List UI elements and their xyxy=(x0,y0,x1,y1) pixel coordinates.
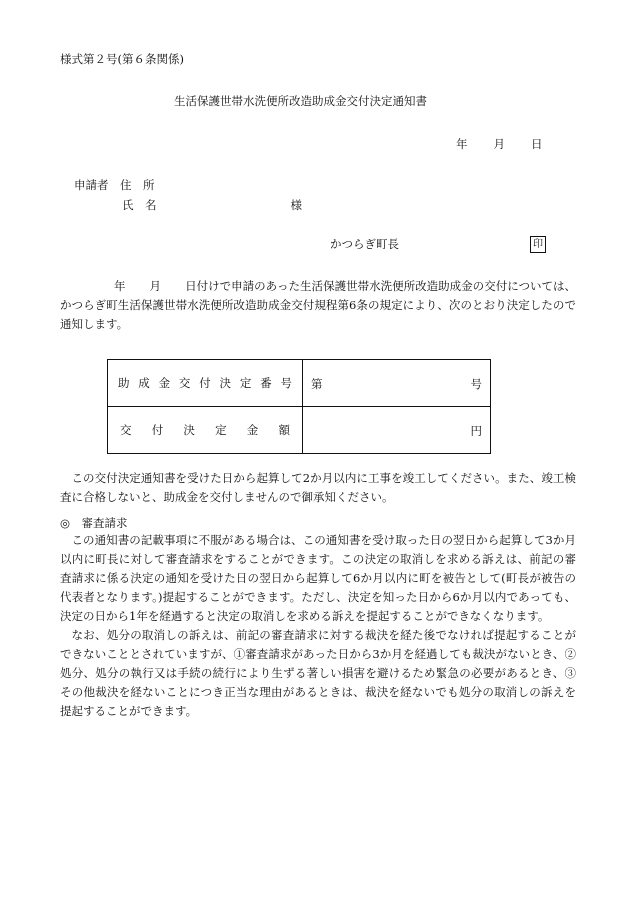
grant-amount-suffix: 円 xyxy=(470,424,482,438)
grant-number-label: 助成金交付決定番号 xyxy=(108,360,303,407)
applicant-honorific: 様 xyxy=(290,198,302,212)
table-row xyxy=(108,407,491,454)
date-day: 日 xyxy=(531,137,543,151)
completion-notice xyxy=(60,469,576,507)
grant-amount-cell xyxy=(303,407,491,454)
document-title: 生活保護世帯水洗便所改造助成金交付決定通知書 xyxy=(174,94,427,108)
applicant-name-label: 氏 名 xyxy=(122,198,157,212)
issuer-name: かつらぎ町長 xyxy=(330,237,399,251)
review-paragraph-2: なお、処分の取消しの訴えは、前記の審査請求に対する裁決を経た後でなければ提起することができないこととされていますが、①審査請求があった日から3か月を経過しても裁決がないとき、②処分、処分の執行又は手続の続行により生ずる著しい損害を避けるため緊急の必要があるとき、③その他裁決を経ないことにつき正当な理由があるときは、裁決を経ないでも処分の取消しの訴えを提起することができます。 xyxy=(60,628,576,718)
notice-text: この交付決定通知書を受けた日から起算して2か月以内に工事を竣工してください。また、竣工検査に合格しないと、助成金を交付しませんので御承知ください。 xyxy=(60,471,576,504)
grant-number-cell xyxy=(303,360,491,407)
form-number: 様式第２号(第６条関係) xyxy=(60,52,184,66)
intro-paragraph xyxy=(60,277,576,334)
grant-number-suffix: 号 xyxy=(470,377,482,391)
intro-text: 日付けで申請のあった生活保護世帯水洗便所改造助成金の交付については、かつらぎ町生活保護世帯水洗便所改造助成金交付規程第6条の規定により、次のとおり決定したので通知します。 xyxy=(60,279,577,331)
date-year: 年 xyxy=(456,137,468,151)
review-heading: ◎ 審査請求 xyxy=(60,516,128,530)
review-body xyxy=(60,531,576,721)
date-line xyxy=(456,139,543,151)
applicant-name-row xyxy=(122,200,302,212)
seal-mark: 印 xyxy=(530,236,546,253)
intro-month: 月 xyxy=(149,279,162,293)
intro-year: 年 xyxy=(114,279,126,293)
applicant-address-label: 申請者 住 所 xyxy=(74,178,155,192)
grant-number-prefix: 第 xyxy=(311,377,323,391)
grant-decision-table xyxy=(107,359,491,454)
date-month: 月 xyxy=(493,137,505,151)
grant-amount-label: 交付決定金額 xyxy=(108,407,303,454)
review-paragraph-1: この通知書の記載事項に不服がある場合は、この通知書を受け取った日の翌日から起算して3か月以内に町長に対して審査請求をすることができます。この決定の取消しを求める訴えは、前記の審査請求に係る決定の通知を受けた日の翌日から起算して6か月以内に町を被告として(町長が被告の代表者となります。)提起することができます。ただし、決定を知った日から6か月以内であっても、決定の日から1年を経過すると決定の取消しを求める訴えを提起することができなくなります。 xyxy=(60,533,576,623)
table-row xyxy=(108,360,491,407)
